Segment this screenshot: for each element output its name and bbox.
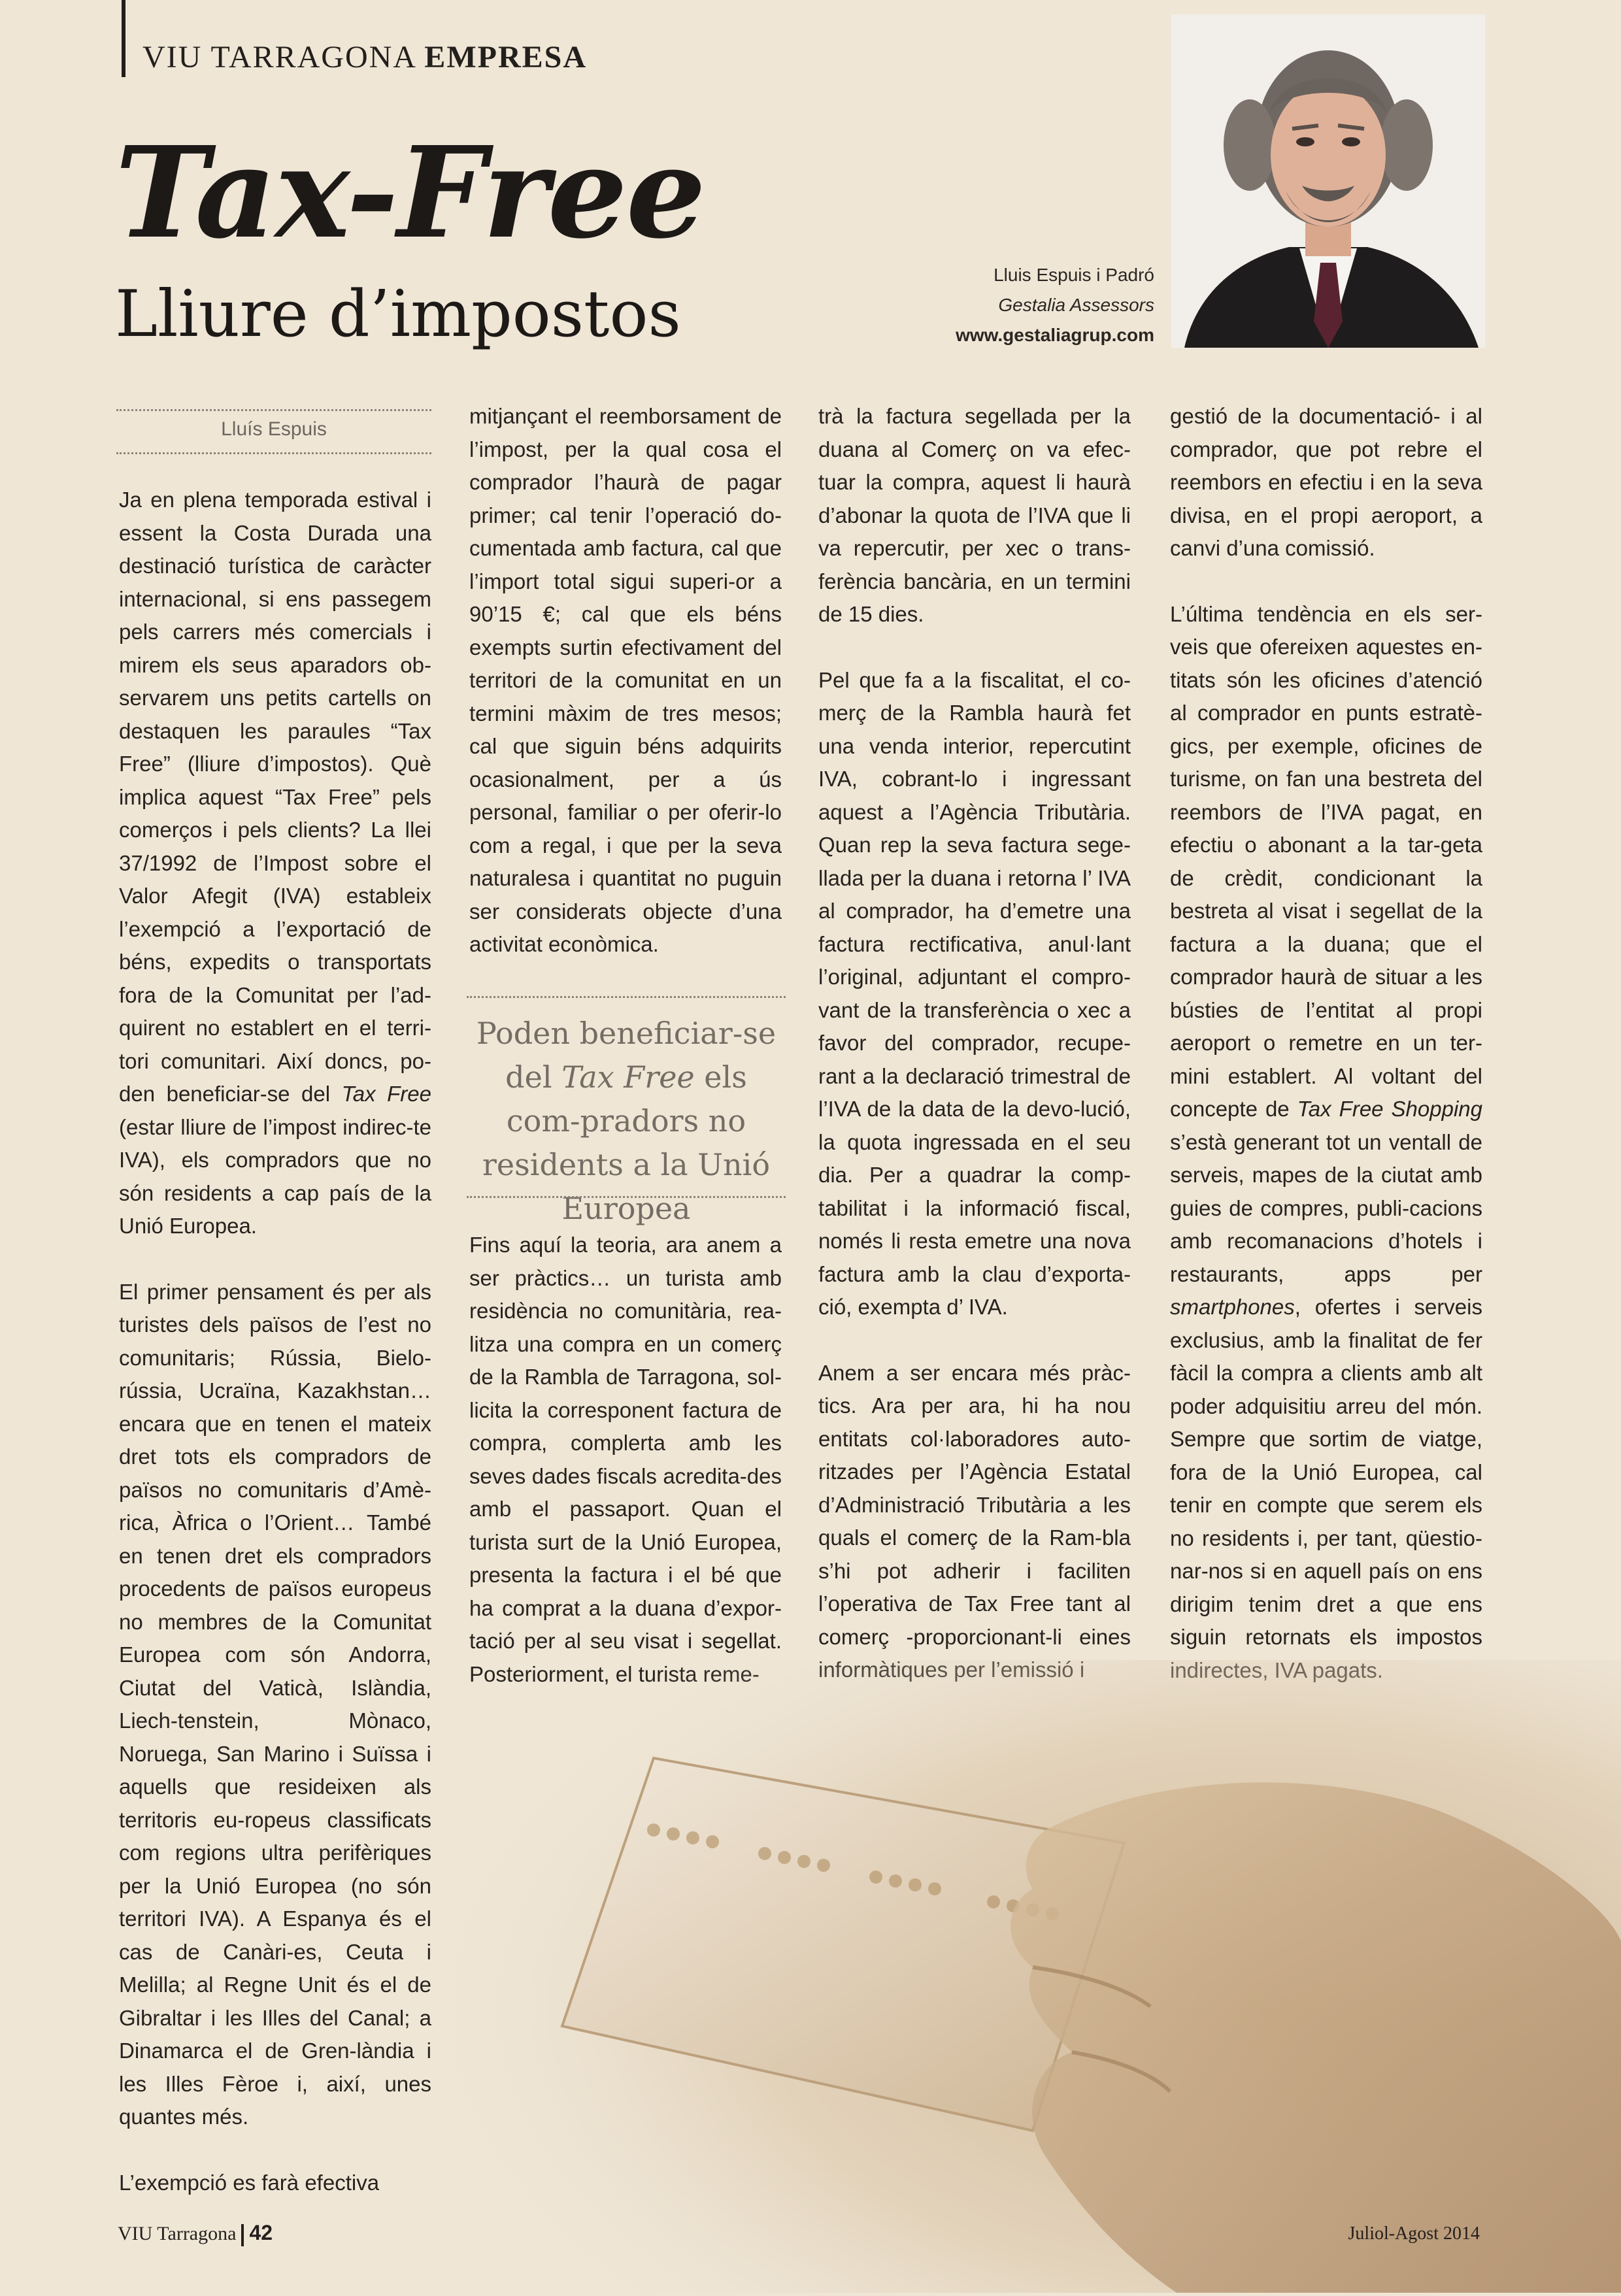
article-subtitle: Lliure d’impostos	[115, 277, 681, 352]
header-rule	[122, 0, 125, 77]
column-3	[818, 400, 1131, 1687]
magazine-name: VIU TARRAGONA	[142, 40, 416, 75]
column-2	[469, 400, 782, 961]
author-name: Lluis Espuis i Padró	[994, 265, 1154, 285]
column-2-continued	[469, 1229, 782, 1691]
paragraph: Anem a ser encara més pràc-tics. Ara per ara, hi ha nou entitats col·laboradores auto-ritzades per l’Agència Estatal d’Administració Tributària a les quals el comerç de la Ram-bla s’hi pot adherir i faciliten l’operativa de Tax Free tant al comerç -proporcionant-li eines	[818, 1360, 1131, 1649]
paragraph: Fins aquí la teoria, ara anem a ser pràctics… un turista amb residència no comunitària, rea-litza una compra en un comerç de la Rambla de Tarragona, sol-licita la corresponent factura de compra, complerta amb les seves dades fiscals acredita-des amb el passaport. Quan el turista surt de la Unió Europea, presenta la factura i el bé que ha comprat a la duana d’expor-tació per al seu visat i segellat.	[469, 1233, 782, 1653]
paragraph: L’exempció es farà efectiva	[119, 2170, 380, 2195]
pullquote: Poden beneficiar-se del Tax Free els com-pradors no residents a la Unió Europea	[476, 1016, 777, 1226]
paragraph: gestió de la documentació- i al comprador, que pot rebre el reembors en efectiu i en la seva divisa, en el propi aeroport, a canvi d’una comissió.	[1170, 404, 1482, 560]
author-box	[956, 260, 1154, 350]
paragraph: mitjançant el reemborsament de l’impost, per la qual cosa el comprador l’haurà de pagar primer; cal tenir l’operació do-cumentada amb factura, cal que l’import total sigui superi-or a 90’15 €; cal que els béns exempts surtin efectivament del territori de la comunitat en un termini màxim de tres mesos; cal que siguin béns adquirits ocasionalment, per a ús personal, familiar o per oferir-lo com a regal, i que per la seva naturalesa i quantitat no puguin ser considerats objecte d’una activitat econòmica.	[469, 404, 782, 956]
pullquote-rule-bottom	[467, 1196, 786, 1198]
column-4	[1170, 400, 1482, 1687]
paragraph: Pel que fa a la fiscalitat, el co-merç de la Rambla haurà fet una venda interior, repercutint IVA, cobrant-lo i ingressant aquest a l’Agència Tributària. Quan rep la seva factura sege-llada per la duana i retorna l’ IVA al comprador, ha d’emetre una factura rectificativa, anul·lant l’original, adjuntant el compro-vant de la transferència o xec a favor del comprador, recupe-rant a la declaració trimestral de l’IVA de la data de la devo-lució, la quota ingressada en el seu dia. Per a quadrar la comp-tabilitat i la informació fiscal, només li resta emetre una nova factura amb la clau d’exporta-ció, exempta d’ IVA.	[818, 667, 1131, 1319]
pullquote-rule-top	[467, 996, 786, 998]
footer-magazine: VIU Tarragona	[118, 2223, 237, 2244]
paragraph: El primer pensament és per als turistes dels països de l’est no comunitaris; Rússia, Bielo-rússia, Ucraïna, Kazakhstan… encara que en tenen el mateix dret tots els compradors de països no comunitaris d’Amè-rica, Àfrica o l’Orient… També en tenen dret els compradors procedents de països europeus no membres de la Comunitat Europea com són Andorra, Ciutat del Vaticà, Islàndia, Liech-tenstein, Mònaco, Noruega, San Marino i Suïssa i aquells que resideixen als territoris eu-ropeus classificats com regions ultra perifèriques per la Unió Europea (no són territori IVA). A Espanya és el cas de Canàri-es, Ceuta i Melilla; al Regne Unit és el de Gibraltar i les Illes del Canal; a Dinamarca el de Gren-làndia i les Illes Fèroe i, així, unes quantes més.	[119, 1279, 431, 2129]
section-name: EMPRESA	[424, 40, 587, 75]
author-company: Gestalia Assessors	[998, 295, 1154, 315]
paragraph: L’última tendència en els ser-veis que ofereixen aquestes en-titats són les oficines d’atenció al comprador en punts estratè-gics, per exemple, oficines de turisme, on fan una bestreta del reembors de l’IVA pagat, en efectiu o abonant a la tar-geta de crèdit, condicionant la bestreta al visat i segellat de la factura a la duana; que el comprador haurà de situar a les bústies de l’entitat al propi aeroport o remetre en un ter-mini establert. Al voltant del concepte de Tax Free Shopping s’està generant tot un ventall de serveis, mapes de la ciutat amb guies de compres, publi-cacions amb recomanacions d’hotels i restaurants, apps per smartphones, ofertes i serveis exclusius, amb la finalitat de fer fàcil la compra a clients amb alt poder adquisitiu arreu del món. Sempre que sortim de viatge, fora de la Unió Europea, cal tenir en compte que serem els no residents i, per tant, qüestio-nar-nos si en aquell país on ens dirigim tenim dret a que ens siguin retornats els impostos	[1170, 601, 1482, 1649]
byline: Lluís Espuis	[221, 418, 327, 440]
footer-separator	[241, 2224, 244, 2246]
byline-rule-bottom	[116, 452, 431, 454]
paragraph: Ja en plena temporada estival i essent la Costa Durada una destinació turística de caràcter internacional, si ens passegem pels carrers més comercials i mirem els seus aparadors ob-servarem uns petits cartells on destaquen les paraules “Tax Free” (lliure d’impostos). Què implica aquest “Tax Free” pels comerços i pels clients? La llei 37/1992 de l’Impost sobre el Valor Afegit (IVA) estableix l’exempció a l’exportació de béns, expedits o transportats fora de la Comunitat per l’ad-quirent no establert en el terri-tori comunitari. Així doncs, po-den beneficiar-se del Tax Free (estar lliure de l’impost indirec-te IVA), els compradors que no són residents a cap país de la Unió Europea.	[119, 488, 431, 1238]
section-header	[142, 39, 587, 75]
column-1	[119, 484, 431, 2199]
author-portrait	[1171, 14, 1485, 348]
article-title: Tax-Free	[115, 120, 705, 267]
hand-credit-card-image	[458, 1660, 1621, 2293]
page-number: 42	[249, 2221, 273, 2244]
paragraph: trà la factura segellada per la duana al Comerç on va efec-tuar la compra, aquest li haurà d’abonar la quota de l’IVA que li va repercutir, per xec o trans-ferència bancària, en un termini de 15 dies.	[818, 404, 1131, 626]
footer-left	[118, 2221, 273, 2246]
byline-rule-top	[116, 409, 431, 411]
author-website: www.gestaliagrup.com	[956, 325, 1154, 345]
footer-issue-date: Juliol-Agost 2014	[1348, 2223, 1480, 2244]
